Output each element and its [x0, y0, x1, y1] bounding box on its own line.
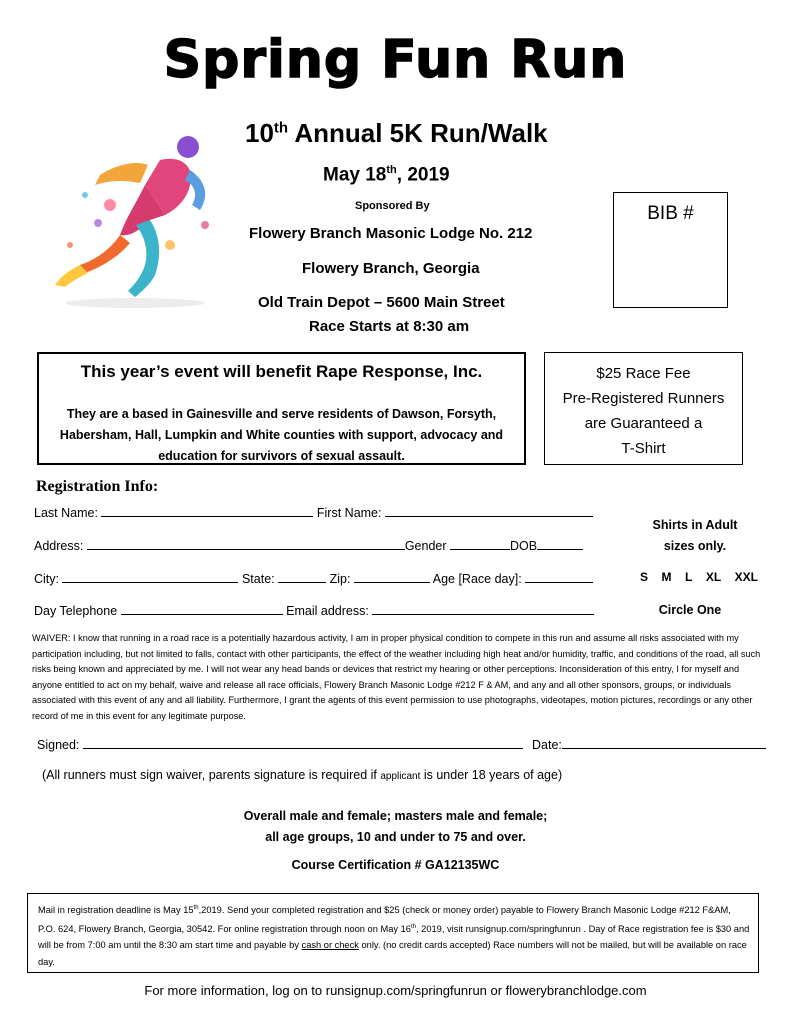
size-option[interactable]: L: [684, 570, 693, 584]
event-location: Old Train Depot – 5600 Main Street: [258, 294, 505, 311]
zip-label: Zip:: [329, 572, 351, 586]
awards-line: all age groups, 10 and under to 75 and over.: [265, 830, 526, 844]
size-option[interactable]: M: [661, 570, 672, 584]
age-field[interactable]: [525, 571, 593, 583]
zip-field[interactable]: [354, 571, 430, 583]
registration-heading: Registration Info:: [36, 478, 159, 495]
page-title: Spring Fun Run: [163, 30, 628, 90]
date-row: [532, 737, 766, 752]
awards-info: [0, 806, 791, 848]
shirts-note-line: Shirts in Adult: [652, 518, 738, 532]
course-certification: Course Certification # GA12135WC: [291, 858, 500, 872]
bib-label: BIB #: [647, 203, 694, 224]
event-date: May 18th, 2019: [323, 164, 450, 186]
city-label: City:: [34, 572, 59, 586]
dob-field[interactable]: [537, 538, 583, 550]
last-name-label: Last Name:: [34, 506, 98, 520]
signed-label: Signed:: [37, 738, 80, 752]
age-label: Age [Race day]:: [432, 572, 522, 586]
phone-field[interactable]: [121, 603, 283, 615]
state-field[interactable]: [278, 571, 326, 583]
address-label: Address:: [34, 539, 84, 553]
sponsor-name: Flowery Branch Masonic Lodge No. 212: [249, 225, 533, 242]
shirts-note-line: sizes only.: [663, 539, 727, 553]
shirts-note: [640, 515, 750, 557]
footer-info: For more information, log on to runsignup.com/springfunrun or flowerybranchlodge.com: [144, 983, 647, 998]
last-name-field[interactable]: [101, 505, 313, 517]
first-name-field[interactable]: [385, 505, 593, 517]
benefit-heading: This year’s event will benefit Rape Response, Inc.: [80, 362, 483, 381]
size-option[interactable]: XL: [705, 570, 722, 584]
benefit-description: They are a based in Gainesville and serve residents of Dawson, Forsyth, Habersham, Hall, Lumpkin and White counties with support, advocacy and education for survivors of sexual assault.: [59, 407, 504, 463]
circle-one-label: Circle One: [658, 603, 722, 617]
signature-row: [37, 737, 523, 752]
fee-box: [544, 352, 743, 465]
address-field[interactable]: [87, 538, 405, 550]
email-field[interactable]: [372, 603, 594, 615]
city-row: [34, 571, 593, 586]
event-city: Flowery Branch, Georgia: [302, 260, 480, 277]
fee-line: T-Shirt: [621, 440, 666, 457]
awards-line: Overall male and female; masters male and female;: [243, 809, 548, 823]
waiver-text: WAIVER: I know that running in a road race is a potentially hazardous activity, I am in proper physical condition to compete in this run and assume all risks associated with my participation including, but not limited to falls, contact with other participants, the effect of the weather including high heat and/or humidity, traffic, and conditions of the road, all such risks being known and appreciated by me. I will not wear any head bands or devices that restrict my hearing or other perceptions. Inconsideration of this entry, I for myself and anyone entitled to act on my behalf, waive and release all race officials, Flowery Branch Masonic Lodge #212 F & AM, and any and all other sponsors, groups, or individuals associated with this event of any and all liability. Furthermore, I grant the agents of this event permission to use photographs, videotapes, motion pictures, recordings or any other record of me in this event for any legitimate purpose.: [32, 633, 761, 721]
fee-line: Pre-Registered Runners: [562, 390, 725, 407]
state-label: State:: [241, 572, 275, 586]
bib-box: [613, 192, 728, 308]
date-label: Date:: [532, 738, 562, 752]
gender-label: Gender: [404, 539, 447, 553]
phone-label: Day Telephone: [34, 604, 118, 618]
contact-row: [34, 603, 594, 618]
address-row: [34, 538, 583, 553]
date-field[interactable]: [562, 737, 766, 749]
annual-title: 10th Annual 5K Run/Walk: [245, 118, 548, 148]
first-name-label: First Name:: [316, 506, 382, 520]
dob-label: DOB: [510, 539, 538, 553]
fee-line: are Guaranteed a: [584, 415, 703, 432]
size-option[interactable]: XXL: [734, 570, 758, 584]
shirt-sizes: [640, 570, 758, 584]
benefit-box: [37, 352, 526, 465]
runner-illustration: [40, 125, 230, 310]
city-field[interactable]: [62, 571, 238, 583]
sponsored-by-label: Sponsored By: [355, 200, 430, 212]
size-option[interactable]: S: [640, 570, 649, 584]
gender-field[interactable]: [450, 538, 510, 550]
name-row: [34, 505, 593, 520]
fee-line: $25 Race Fee: [596, 365, 691, 382]
signature-field[interactable]: [83, 737, 523, 749]
email-label: Email address:: [286, 604, 369, 618]
mail-info-text: Mail in registration deadline is May 15th,2019. Send your completed registration and $25 (check or money order) payable to Flowery Branch Masonic Lodge #212 F&AM, P.O. 624, Flowery Branch, Georgia, 30542. For online registration through noon on May 16th, 2019, visit runsignup.com/springfunrun . Day of Race registration fee is $30 and will be from 7:00 am until the 8:30 am start time and payable by cash or check only. (no credit cards accepted) Race numbers will not be mailed, but will be available on race day.: [38, 905, 750, 967]
start-time: Race Starts at 8:30 am: [309, 318, 470, 335]
mail-info-box: [27, 893, 759, 973]
waiver-note: (All runners must sign waiver, parents signature is required if applicant is under 18 years of age): [42, 768, 563, 782]
